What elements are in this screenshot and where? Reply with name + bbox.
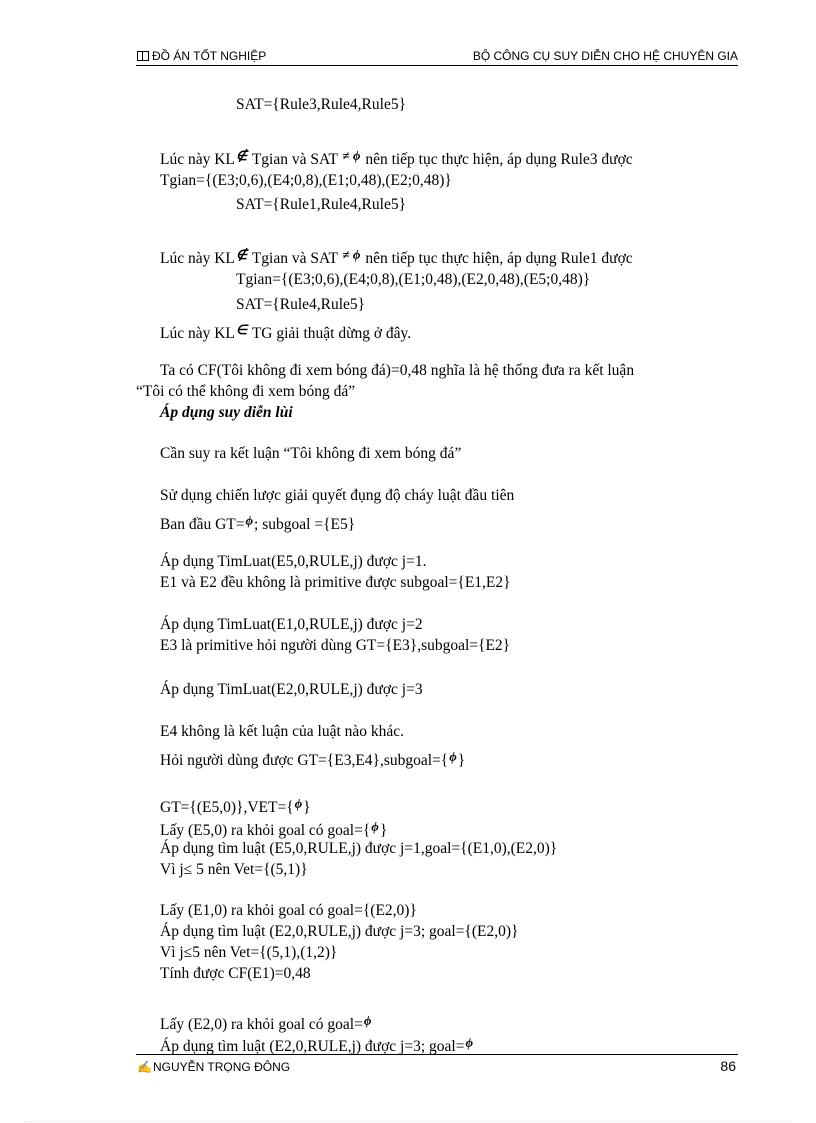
line-23: Lấy (E5,0) ra khỏi goal có goal={$^\phi$}	[160, 819, 388, 839]
line-28: Vì j≤5 nên Vet={(5,1),(1,2)}	[160, 944, 338, 961]
line-08: Lúc này KL∈ TG giải thuật dừng ở đây.	[160, 322, 412, 342]
footer-author-text: NGUYỄN TRỌNG ĐÔNG	[152, 1060, 291, 1074]
line-20: E4 không là kết luận của luật nào khác.	[160, 723, 405, 740]
line-21: Hỏi người dùng được GT={E3,E4},subgoal={$^\phi$}	[160, 749, 466, 769]
line-29: Tính được CF(E1)=0,48	[160, 965, 311, 982]
line-15: Áp dụng TimLuat(E5,0,RULE,j) được j=1.	[160, 553, 427, 570]
line-17: Áp dụng TimLuat(E1,0,RULE,j) được j=2	[160, 616, 423, 633]
page-number: 86	[720, 1058, 736, 1074]
header-left	[137, 49, 266, 63]
header-rule	[136, 65, 738, 66]
line-12: Cần suy ra kết luận “Tôi không đi xem bóng đá”	[160, 445, 462, 462]
line-05: Lúc này KL∉ Tgian và SAT $^{\ne \phi}$ nên tiếp tục thực hiện, áp dụng Rule1 được	[160, 247, 633, 267]
line-22: GT={(E5,0)},VET={$^\phi$}	[160, 796, 311, 816]
line-14: Ban đầu GT=$^\phi$; subgoal ={E5}	[160, 513, 356, 533]
line-04: SAT={Rule1,Rule4,Rule5}	[236, 196, 407, 213]
line-09: Ta có CF(Tôi không đi xem bóng đá)=0,48 nghĩa là hệ thống đưa ra kết luận	[160, 362, 635, 379]
book-icon	[137, 51, 149, 61]
line-26: Lấy (E1,0) ra khỏi goal có goal={(E2,0)}	[160, 902, 417, 919]
line-02: Lúc này KL∉ Tgian và SAT $^{\ne \phi}$ nên tiếp tục thực hiện, áp dụng Rule3 được	[160, 148, 633, 168]
footer-author	[137, 1060, 290, 1074]
line-19: Áp dụng TimLuat(E2,0,RULE,j) được j=3	[160, 681, 423, 698]
header-left-text: ĐỒ ÁN TỐT NGHIỆP	[152, 49, 267, 63]
line-03: Tgian={(E3;0,6),(E4;0,8),(E1;0,48),(E2;0,48)}	[160, 172, 452, 189]
line-07: SAT={Rule4,Rule5}	[236, 296, 366, 313]
page-edge-dots	[24, 1121, 792, 1122]
line-25: Vì j≤ 5 nên Vet={(5,1)}	[160, 861, 308, 878]
line-24: Áp dụng tìm luật (E5,0,RULE,j) được j=1,goal={(E1,0),(E2,0)}	[160, 840, 558, 857]
line-16: E1 và E2 đều không là primitive được subgoal={E1,E2}	[160, 574, 511, 591]
line-10: “Tôi có thể không đi xem bóng đá”	[136, 383, 356, 400]
line-31: Áp dụng tìm luật (E2,0,RULE,j) được j=3; goal=$^\phi$	[160, 1035, 473, 1055]
line-30: Lấy (E2,0) ra khỏi goal có goal=$^\phi$	[160, 1013, 372, 1033]
line-27: Áp dụng tìm luật (E2,0,RULE,j) được j=3; goal={(E2,0)}	[160, 923, 519, 940]
footer-rule	[136, 1054, 738, 1055]
line-01: SAT={Rule3,Rule4,Rule5}	[236, 96, 407, 113]
line-13: Sử dụng chiến lược giải quyết đụng độ cháy luật đầu tiên	[160, 487, 515, 504]
section-heading: Áp dụng suy diễn lùi	[160, 404, 293, 421]
header-right: BỘ CÔNG CỤ SUY DIỄN CHO HỆ CHUYÊN GIA	[472, 49, 738, 63]
pen-icon: ✍	[137, 1060, 152, 1074]
line-18: E3 là primitive hỏi người dùng GT={E3},subgoal={E2}	[160, 637, 511, 654]
line-06: Tgian={(E3;0,6),(E4;0,8),(E1;0,48),(E2,0,48),(E5;0,48)}	[236, 271, 591, 288]
